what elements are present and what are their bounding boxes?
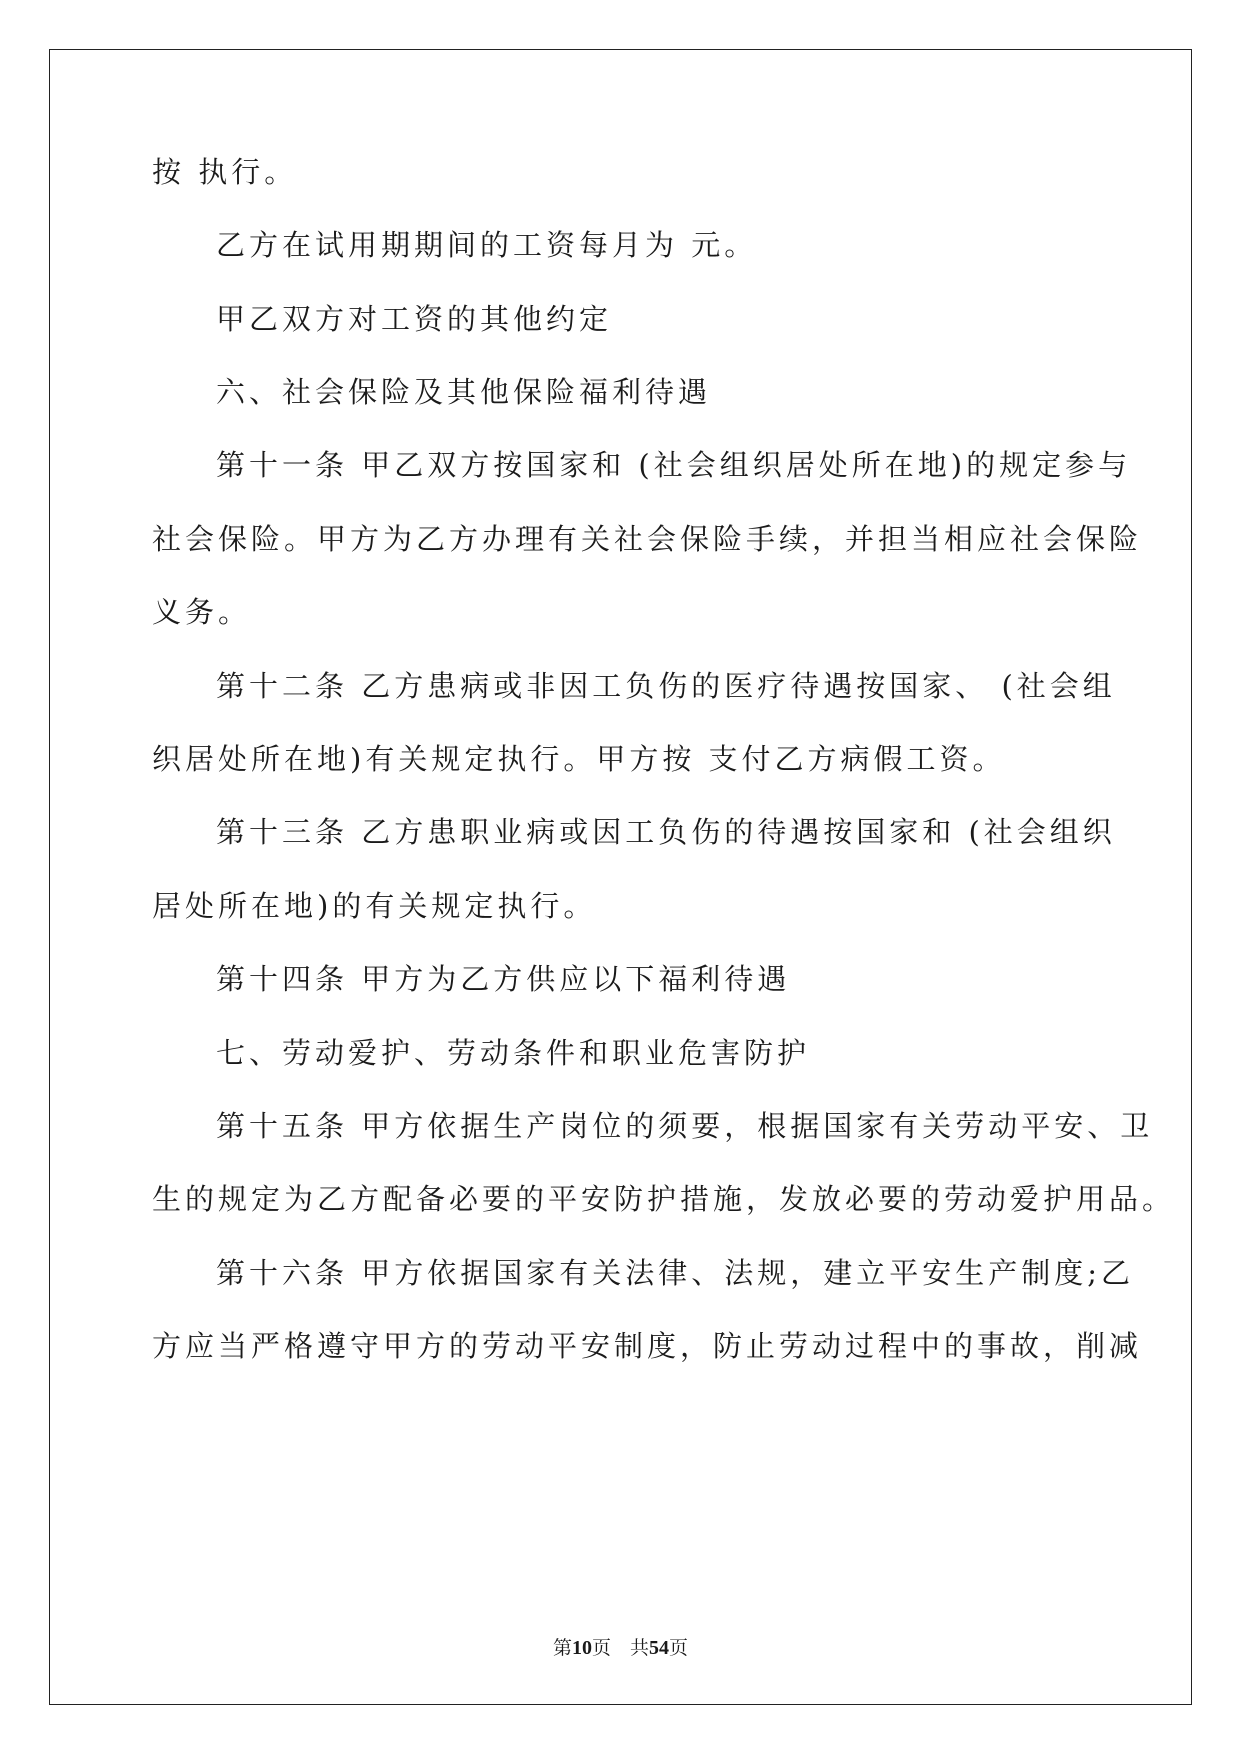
- text-line: 义务。: [152, 595, 252, 629]
- current-page-number: 10: [571, 1637, 592, 1659]
- total-page-count: 54: [649, 1637, 669, 1659]
- footer-suffix: 页: [669, 1638, 689, 1659]
- page-footer: [0, 1636, 1241, 1661]
- text-line: 居处所在地)的有关规定执行。: [152, 889, 597, 923]
- text-line: 甲乙双方对工资的其他约定: [216, 302, 613, 336]
- text-line: 方应当严格遵守甲方的劳动平安制度，防止劳动过程中的事故，削减: [152, 1329, 1143, 1363]
- text-line: 生的规定为乙方配备必要的平安防护措施，发放必要的劳动爱护用品。: [152, 1182, 1176, 1216]
- text-line: 乙方在试用期期间的工资每月为 元。: [216, 228, 758, 262]
- footer-mid: 页 共: [591, 1638, 649, 1659]
- section-heading: 六、社会保险及其他保险福利待遇: [216, 375, 712, 409]
- text-line: 第十六条 甲方依据国家有关法律、法规，建立平安生产制度;乙: [216, 1256, 1134, 1290]
- text-line: 第十二条 乙方患病或非因工负伤的医疗待遇按国家、 (社会组: [216, 669, 1116, 703]
- text-line: 织居处所在地)有关规定执行。甲方按 支付乙方病假工资。: [152, 742, 1006, 776]
- text-line: 第十四条 甲方为乙方供应以下福利待遇: [216, 962, 791, 996]
- text-line: 第十一条 甲乙双方按国家和 (社会组织居处所在地)的规定参与: [216, 448, 1132, 482]
- text-line: 按 执行。: [152, 155, 298, 189]
- page-border: [49, 49, 1192, 1705]
- text-line: 社会保险。甲方为乙方办理有关社会保险手续，并担当相应社会保险: [152, 522, 1143, 556]
- footer-prefix: 第: [552, 1638, 572, 1659]
- text-line: 第十五条 甲方依据生产岗位的须要，根据国家有关劳动平安、卫: [216, 1109, 1154, 1143]
- text-line: 第十三条 乙方患职业病或因工负伤的待遇按国家和 (社会组织: [216, 815, 1116, 849]
- section-heading: 七、劳动爱护、劳动条件和职业危害防护: [216, 1036, 811, 1070]
